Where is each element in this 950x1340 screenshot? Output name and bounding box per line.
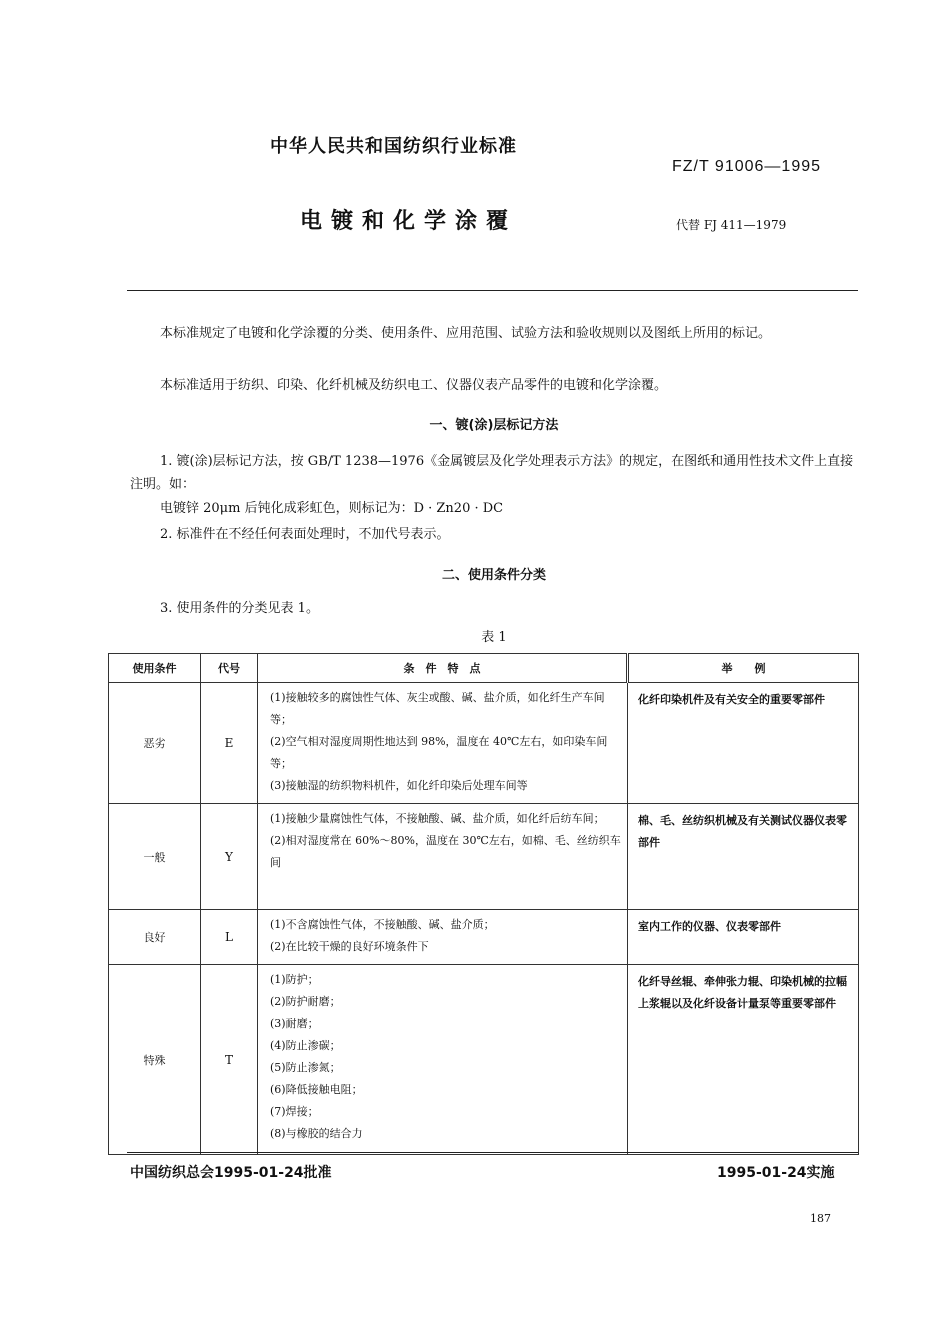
section-heading-marking: 一、镀(涂)层标记方法: [429, 418, 559, 433]
condition-features: [258, 910, 628, 965]
table-header-row: [109, 654, 859, 683]
feature-line: (8)与橡胶的结合力: [270, 1127, 363, 1140]
feature-line: (1)不含腐蚀性气体，不接触酸、碱、盐介质；: [270, 918, 495, 931]
table-row: [109, 683, 859, 804]
intro-paragraph-2: 本标准适用于纺织、印染、化纤机械及纺织电工、仪器仪表产品零件的电镀和化学涂覆。: [160, 378, 668, 393]
condition-features: [258, 804, 628, 910]
condition-example: 化纤印染机件及有关安全的重要零部件: [628, 683, 859, 804]
feature-line: (2)相对湿度常在 60%～80%，温度在 30℃左右，如棉、毛、丝纺织车间: [270, 834, 621, 869]
condition-name: 一般: [109, 804, 201, 910]
condition-code: T: [201, 965, 258, 1155]
clause-2: 2. 标准件在不经任何表面处理时，不加代号表示。: [160, 527, 450, 542]
feature-line: (1)防护；: [270, 973, 319, 986]
condition-name: 特殊: [109, 965, 201, 1155]
feature-line: (6)降低接触电阻；: [270, 1083, 363, 1096]
standard-category-title: 中华人民共和国纺织行业标准: [270, 136, 517, 157]
feature-line: (3)耐磨；: [270, 1017, 319, 1030]
condition-features: [258, 965, 628, 1155]
replaces-note: 代替 FJ 411—1979: [676, 218, 787, 232]
condition-example: 化纤导丝辊、牵伸张力辊、印染机械的拉幅上浆辊以及化纤设备计量泵等重要零部件: [628, 965, 859, 1155]
feature-line: (4)防止渗碳；: [270, 1039, 341, 1052]
clause-3: 3. 使用条件的分类见表 1。: [160, 601, 319, 616]
condition-features: [258, 683, 628, 804]
intro-paragraph-1: 本标准规定了电镀和化学涂覆的分类、使用条件、应用范围、试验方法和验收规则以及图纸上所用的标记。: [160, 326, 772, 341]
feature-line: (7)焊接；: [270, 1105, 319, 1118]
header-features: 条 件 特 点: [258, 654, 628, 683]
condition-name: 良好: [109, 910, 201, 965]
effective-date: 1995-01-24实施: [717, 1165, 835, 1181]
feature-line: (3)接触湿的纺织物料机件，如化纤印染后处理车间等: [270, 779, 528, 792]
condition-code: L: [201, 910, 258, 965]
standard-code: FZ/T 91006—1995: [672, 158, 822, 175]
table-row: [109, 804, 859, 910]
header-examples: 举 例: [628, 654, 859, 683]
header-divider: [127, 290, 858, 291]
clause-1: 1. 镀(涂)层标记方法，按 GB/T 1238—1976《金属镀层及化学处理表示方法》的规定，在图纸和通用性技术文件上直接注明。如：: [130, 454, 854, 492]
condition-example: 棉、毛、丝纺织机械及有关测试仪器仪表零部件: [628, 804, 859, 910]
condition-example: 室内工作的仪器、仪表零部件: [628, 910, 859, 965]
page-number: 187: [810, 1212, 831, 1225]
feature-line: (2)防护耐磨；: [270, 995, 341, 1008]
feature-line: (1)接触较多的腐蚀性气体、灰尘或酸、碱、盐介质，如化纤生产车间等；: [270, 691, 605, 726]
section-heading-conditions: 二、使用条件分类: [441, 568, 546, 583]
document-title: 电镀和化学涂覆: [300, 209, 518, 234]
table-caption: 表 1: [481, 630, 507, 645]
marking-example: 电镀锌 20μm 后钝化成彩虹色，则标记为：D · Zn20 · DC: [160, 501, 504, 516]
footer-divider: [127, 1152, 858, 1153]
condition-code: E: [201, 683, 258, 804]
table-row: [109, 965, 859, 1155]
header-code: 代号: [201, 654, 258, 683]
feature-line: (1)接触少量腐蚀性气体，不接触酸、碱、盐介质，如化纤后纺车间；: [270, 812, 605, 825]
condition-name: 恶劣: [109, 683, 201, 804]
header-condition: 使用条件: [109, 654, 201, 683]
table-row: [109, 910, 859, 965]
feature-line: (5)防止渗氮；: [270, 1061, 341, 1074]
approval-note: 中国纺织总会1995-01-24批准: [130, 1165, 332, 1181]
feature-line: (2)空气相对湿度周期性地达到 98%，温度在 40℃左右，如印染车间等；: [270, 735, 608, 770]
condition-code: Y: [201, 804, 258, 910]
feature-line: (2)在比较干燥的良好环境条件下: [270, 940, 429, 953]
conditions-table: [108, 653, 859, 1155]
